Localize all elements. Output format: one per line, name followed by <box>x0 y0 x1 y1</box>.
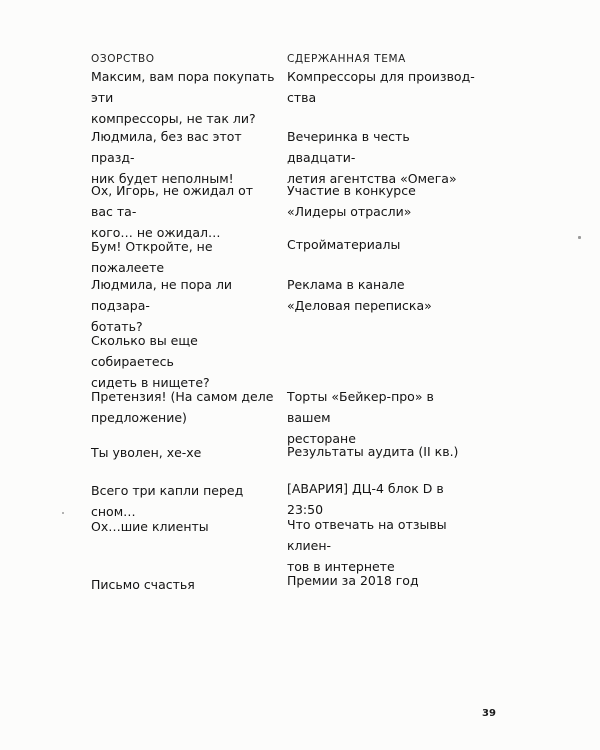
line: Ох…шие клиенты <box>91 519 209 534</box>
line: Вечеринка в честь двадцати- <box>287 129 410 165</box>
column-header-mischief: ОЗОРСТВО <box>91 53 155 65</box>
line: Участие в конкурсе <box>287 183 416 198</box>
line: Премии за 2018 год <box>287 573 419 588</box>
line: Реклама в канале <box>287 277 405 292</box>
line: ства <box>287 90 317 105</box>
line: Письмо счастья <box>91 577 195 592</box>
column-header-restrained-topic: СДЕРЖАННАЯ ТЕМА <box>287 53 406 65</box>
mischief-subject-7 <box>91 386 276 428</box>
line: Торты «Бейкер-про» в вашем <box>287 389 434 425</box>
line: «Деловая переписка» <box>287 298 432 313</box>
restrained-subject-11 <box>287 570 477 591</box>
line: ботать? <box>91 319 143 334</box>
restrained-subject-10 <box>287 514 477 577</box>
line: летия агентства «Омега» <box>287 171 457 186</box>
line: Компрессоры для производ- <box>287 69 475 84</box>
line: Людмила, без вас этот празд- <box>91 129 242 165</box>
line: «Лидеры отрасли» <box>287 204 412 219</box>
line: ресторане <box>287 431 356 446</box>
line: Сколько вы еще собираетесь <box>91 333 198 369</box>
mischief-subject-3 <box>91 180 276 243</box>
line: тов в интернете <box>287 559 395 574</box>
restrained-subject-8 <box>287 441 477 462</box>
line: сидеть в нищете? <box>91 375 210 390</box>
line: предложение) <box>91 410 187 425</box>
restrained-subject-5 <box>287 274 477 316</box>
restrained-subject-4 <box>287 234 477 255</box>
line: Максим, вам пора покупать эти <box>91 69 275 105</box>
line: ник будет неполным! <box>91 171 234 186</box>
line: Результаты аудита (II кв.) <box>287 444 459 459</box>
mischief-subject-11 <box>91 574 276 595</box>
line: Людмила, не пора ли подзара- <box>91 277 233 313</box>
scan-speck <box>578 236 581 239</box>
mischief-subject-8 <box>91 442 276 463</box>
restrained-subject-3 <box>287 180 477 222</box>
line: Всего три капли перед сном… <box>91 483 244 519</box>
line: Ох, Игорь, не ожидал от вас та- <box>91 183 254 219</box>
line: кого… не ожидал… <box>91 225 221 240</box>
line: Претензия! (На самом деле <box>91 389 274 404</box>
line: Бум! Откройте, не пожалеете <box>91 239 213 275</box>
scan-speck <box>62 512 64 514</box>
line: компрессоры, не так ли? <box>91 111 256 126</box>
line: Что отвечать на отзывы клиен- <box>287 517 447 553</box>
mischief-subject-1 <box>91 66 276 129</box>
mischief-subject-6 <box>91 330 276 393</box>
restrained-subject-7 <box>287 386 477 449</box>
line: Стройматериалы <box>287 237 401 252</box>
page-number: 39 <box>482 708 496 719</box>
line: Ты уволен, хе-хе <box>91 445 202 460</box>
mischief-subject-4 <box>91 236 276 278</box>
restrained-subject-1 <box>287 66 477 108</box>
line: [АВАРИЯ] ДЦ-4 блок D в 23:50 <box>287 481 444 517</box>
mischief-subject-10 <box>91 516 276 537</box>
mischief-subject-5 <box>91 274 276 337</box>
